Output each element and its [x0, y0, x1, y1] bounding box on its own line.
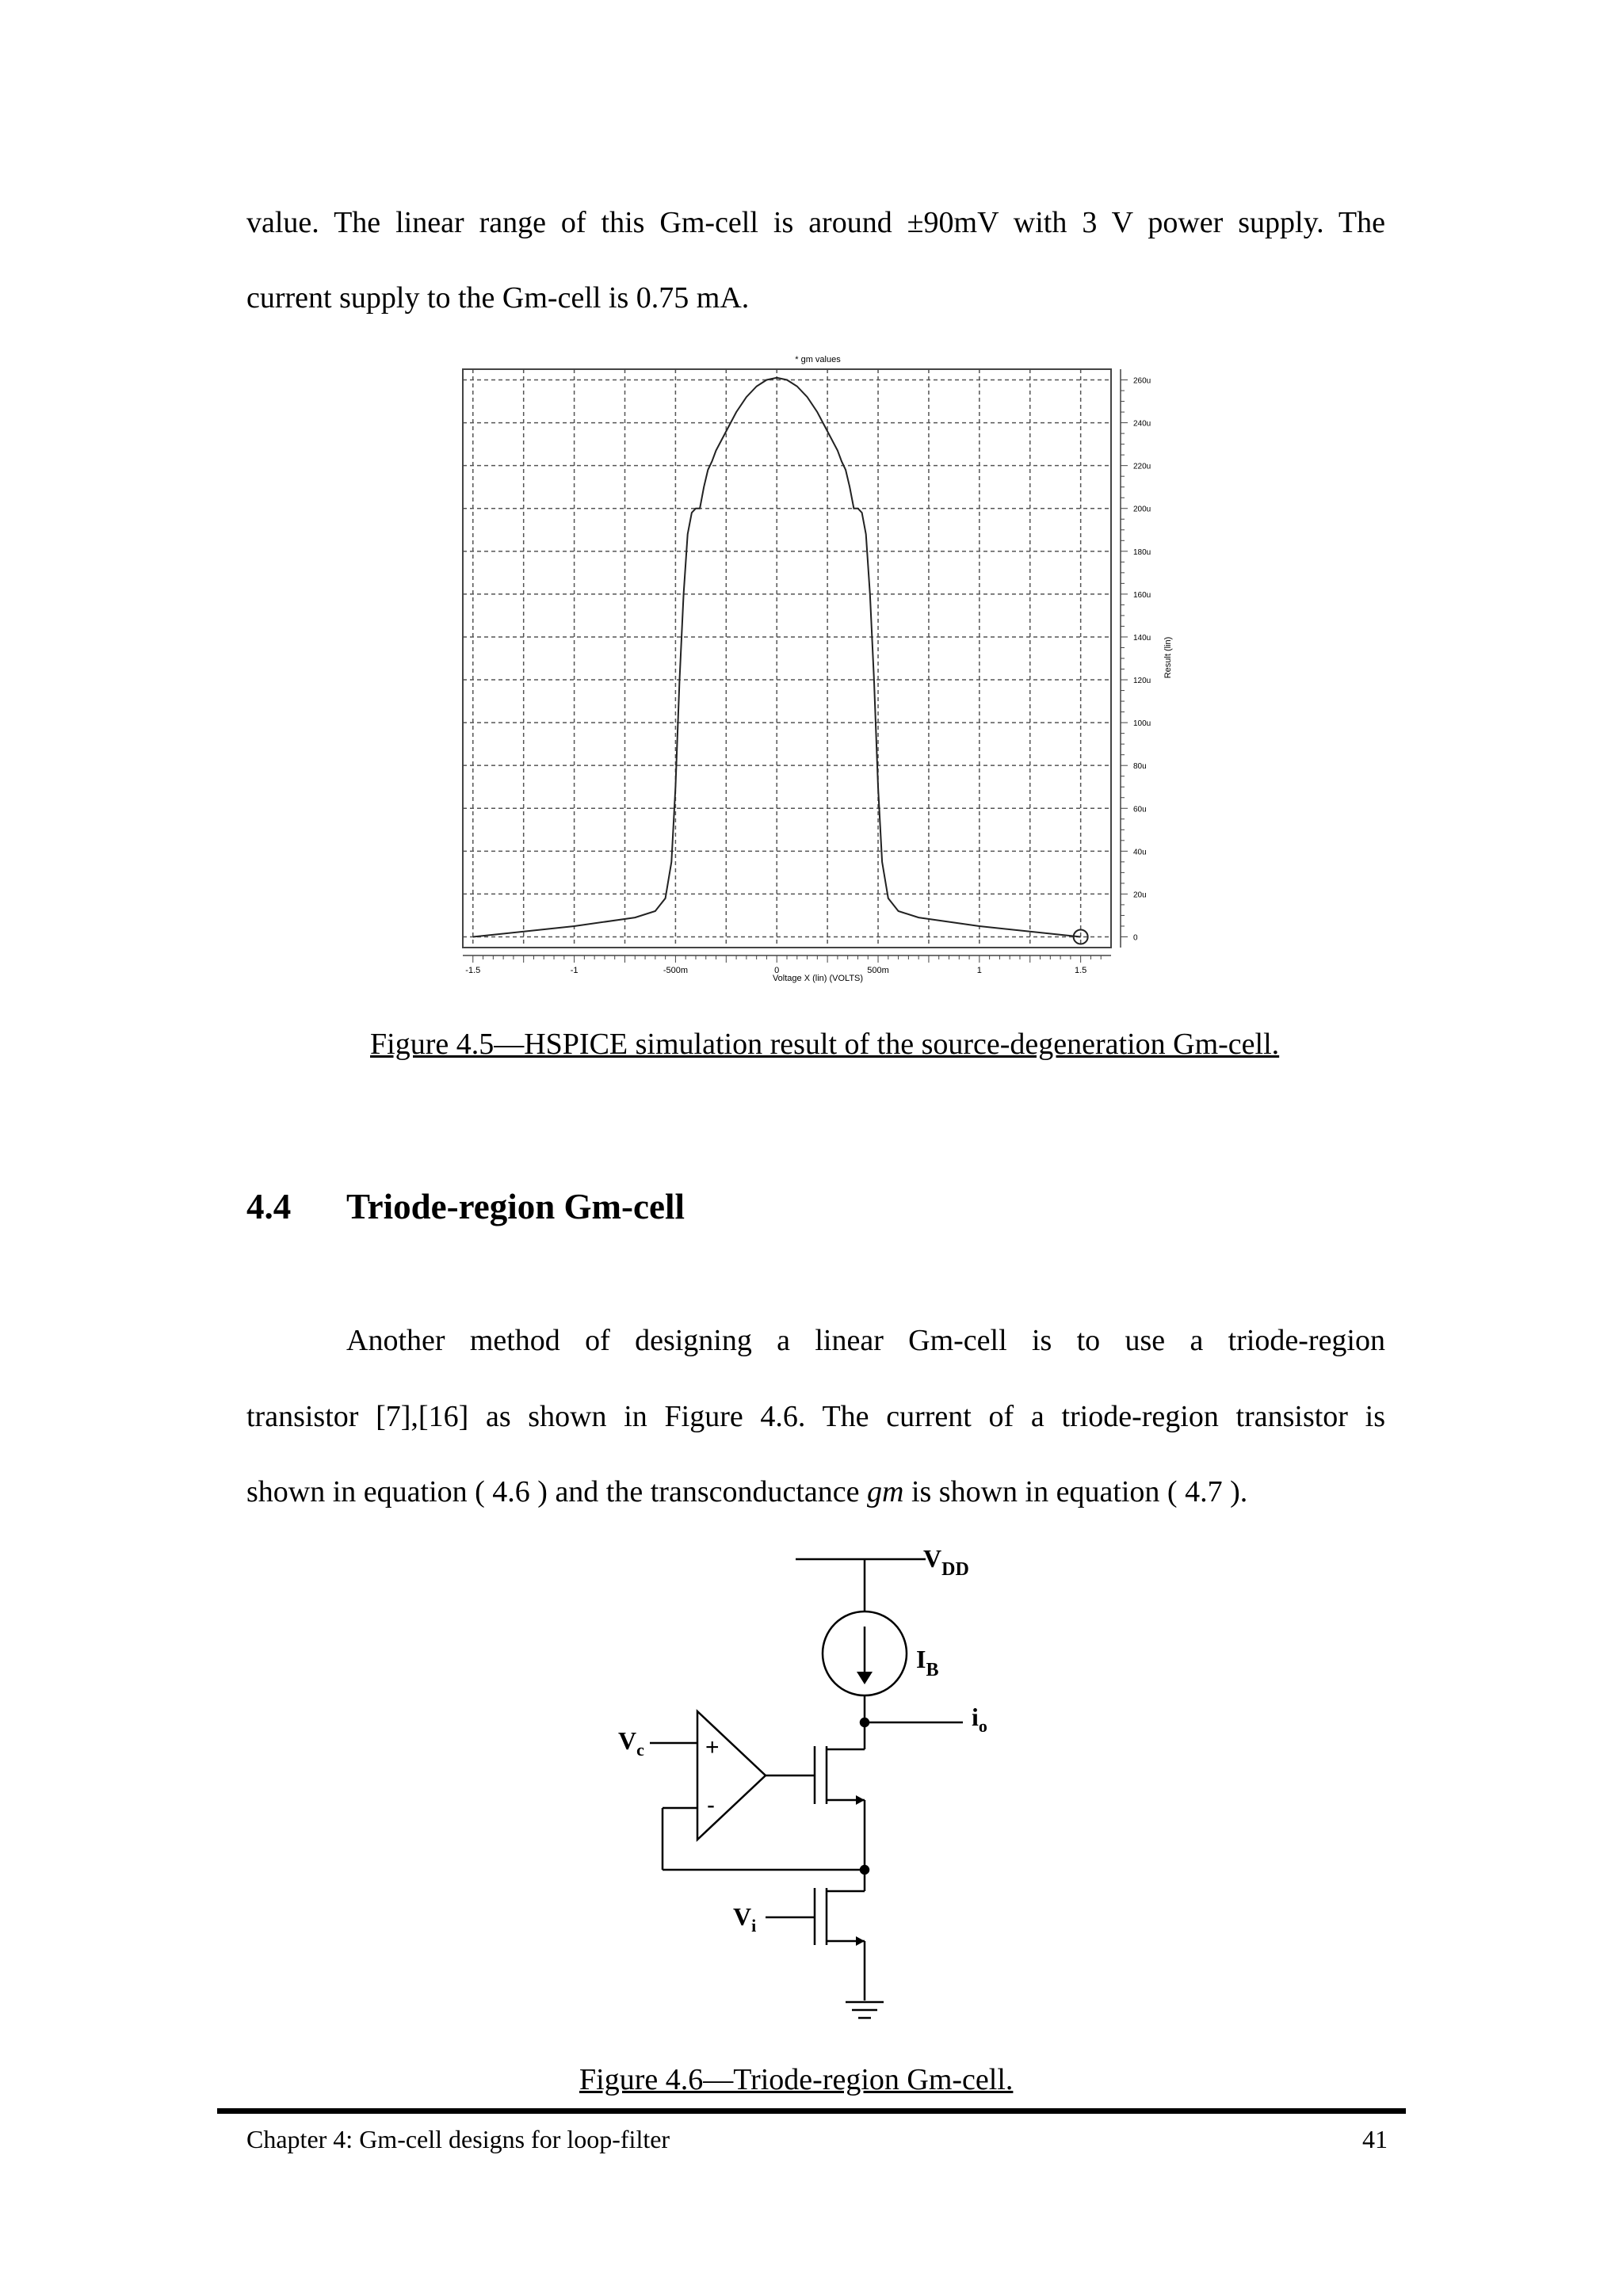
- y-tick-label: 200u: [1133, 505, 1151, 514]
- x-tick-label: -500m: [663, 966, 688, 975]
- y-tick-label: 120u: [1133, 677, 1151, 686]
- section-heading: [246, 1186, 685, 1227]
- y-tick-label: 20u: [1133, 891, 1147, 900]
- x-tick-label: -1.5: [465, 966, 481, 975]
- vdd-label: $V_{DD}$: [923, 1545, 969, 1580]
- opamp-triangle: [697, 1711, 766, 1840]
- io-label: $i_o$: [972, 1703, 987, 1736]
- vc-label: $V_c$: [618, 1726, 644, 1760]
- vi-label: $V_i$: [733, 1902, 757, 1936]
- y-tick-label: 240u: [1133, 419, 1151, 429]
- chart-grid: [463, 369, 1111, 948]
- y-tick-label: 180u: [1133, 547, 1151, 557]
- ib-label: $I_B$: [916, 1645, 939, 1680]
- x-tick-label: 1: [976, 966, 982, 975]
- y-axis-label: Result (lin): [1163, 636, 1173, 679]
- body-paragraph-1-line-1: value. The linear range of this Gm-cell is around ±90mV with 3 V power supply. The: [246, 206, 1385, 239]
- gm-term: gm: [867, 1475, 904, 1508]
- y-tick-label: 220u: [1133, 462, 1151, 471]
- y-tick-label: 100u: [1133, 719, 1151, 729]
- opamp-minus: -: [707, 1792, 715, 1818]
- figure-4-6-caption: Figure 4.6—Triode-region Gm-cell.: [579, 2063, 1014, 2096]
- footer-chapter: Chapter 4: Gm-cell designs for loop-filter: [246, 2125, 670, 2153]
- section-title: Triode-region Gm-cell: [346, 1187, 685, 1226]
- y-tick-label: 80u: [1133, 762, 1147, 772]
- footer-rule: [217, 2108, 1406, 2114]
- triode-gm-cell-schematic: [586, 1545, 1030, 2036]
- x-tick-label: 500m: [867, 966, 889, 975]
- figure-4-5-caption: Figure 4.5—HSPICE simulation result of the source-degeneration Gm-cell.: [370, 1028, 1280, 1061]
- y-tick-label: 160u: [1133, 590, 1151, 600]
- x-tick-label: -1: [570, 966, 579, 975]
- body-paragraph-2-line-3: [246, 1454, 1385, 1530]
- page-number: 41: [1362, 2125, 1388, 2153]
- y-tick-label: 260u: [1133, 376, 1151, 386]
- body-paragraph-2-line-1: Another method of designing a linear Gm-cell is to use a triode-region: [346, 1324, 1385, 1357]
- x-axis-label: Voltage X (lin) (VOLTS): [772, 974, 864, 983]
- chart-title: * gm values: [795, 355, 841, 364]
- y-ticks: [1121, 369, 1151, 948]
- x-tick-label: 1.5: [1075, 966, 1087, 975]
- plot-frame: [463, 369, 1111, 948]
- opamp-plus: +: [705, 1734, 720, 1760]
- body-paragraph-1-line-2: current supply to the Gm-cell is 0.75 mA.: [246, 281, 750, 315]
- body-paragraph-2-line-2: transistor [7],[16] as shown in Figure 4.6. The current of a triode-region transistor is: [246, 1400, 1385, 1433]
- y-tick-label: 60u: [1133, 805, 1147, 814]
- hspice-gm-chart: [445, 349, 1270, 998]
- para-2-line-3-text-a: shown in equation ( 4.6 ) and the transconductance: [246, 1475, 867, 1508]
- section-number: 4.4: [246, 1187, 292, 1226]
- x-ticks: [463, 955, 1111, 975]
- y-tick-label: 0: [1133, 933, 1138, 943]
- x-tick-label: 0: [774, 966, 780, 975]
- y-tick-label: 40u: [1133, 848, 1147, 857]
- para-2-line-3-text-b: is shown in equation ( 4.7 ).: [903, 1475, 1248, 1508]
- y-tick-label: 140u: [1133, 633, 1151, 643]
